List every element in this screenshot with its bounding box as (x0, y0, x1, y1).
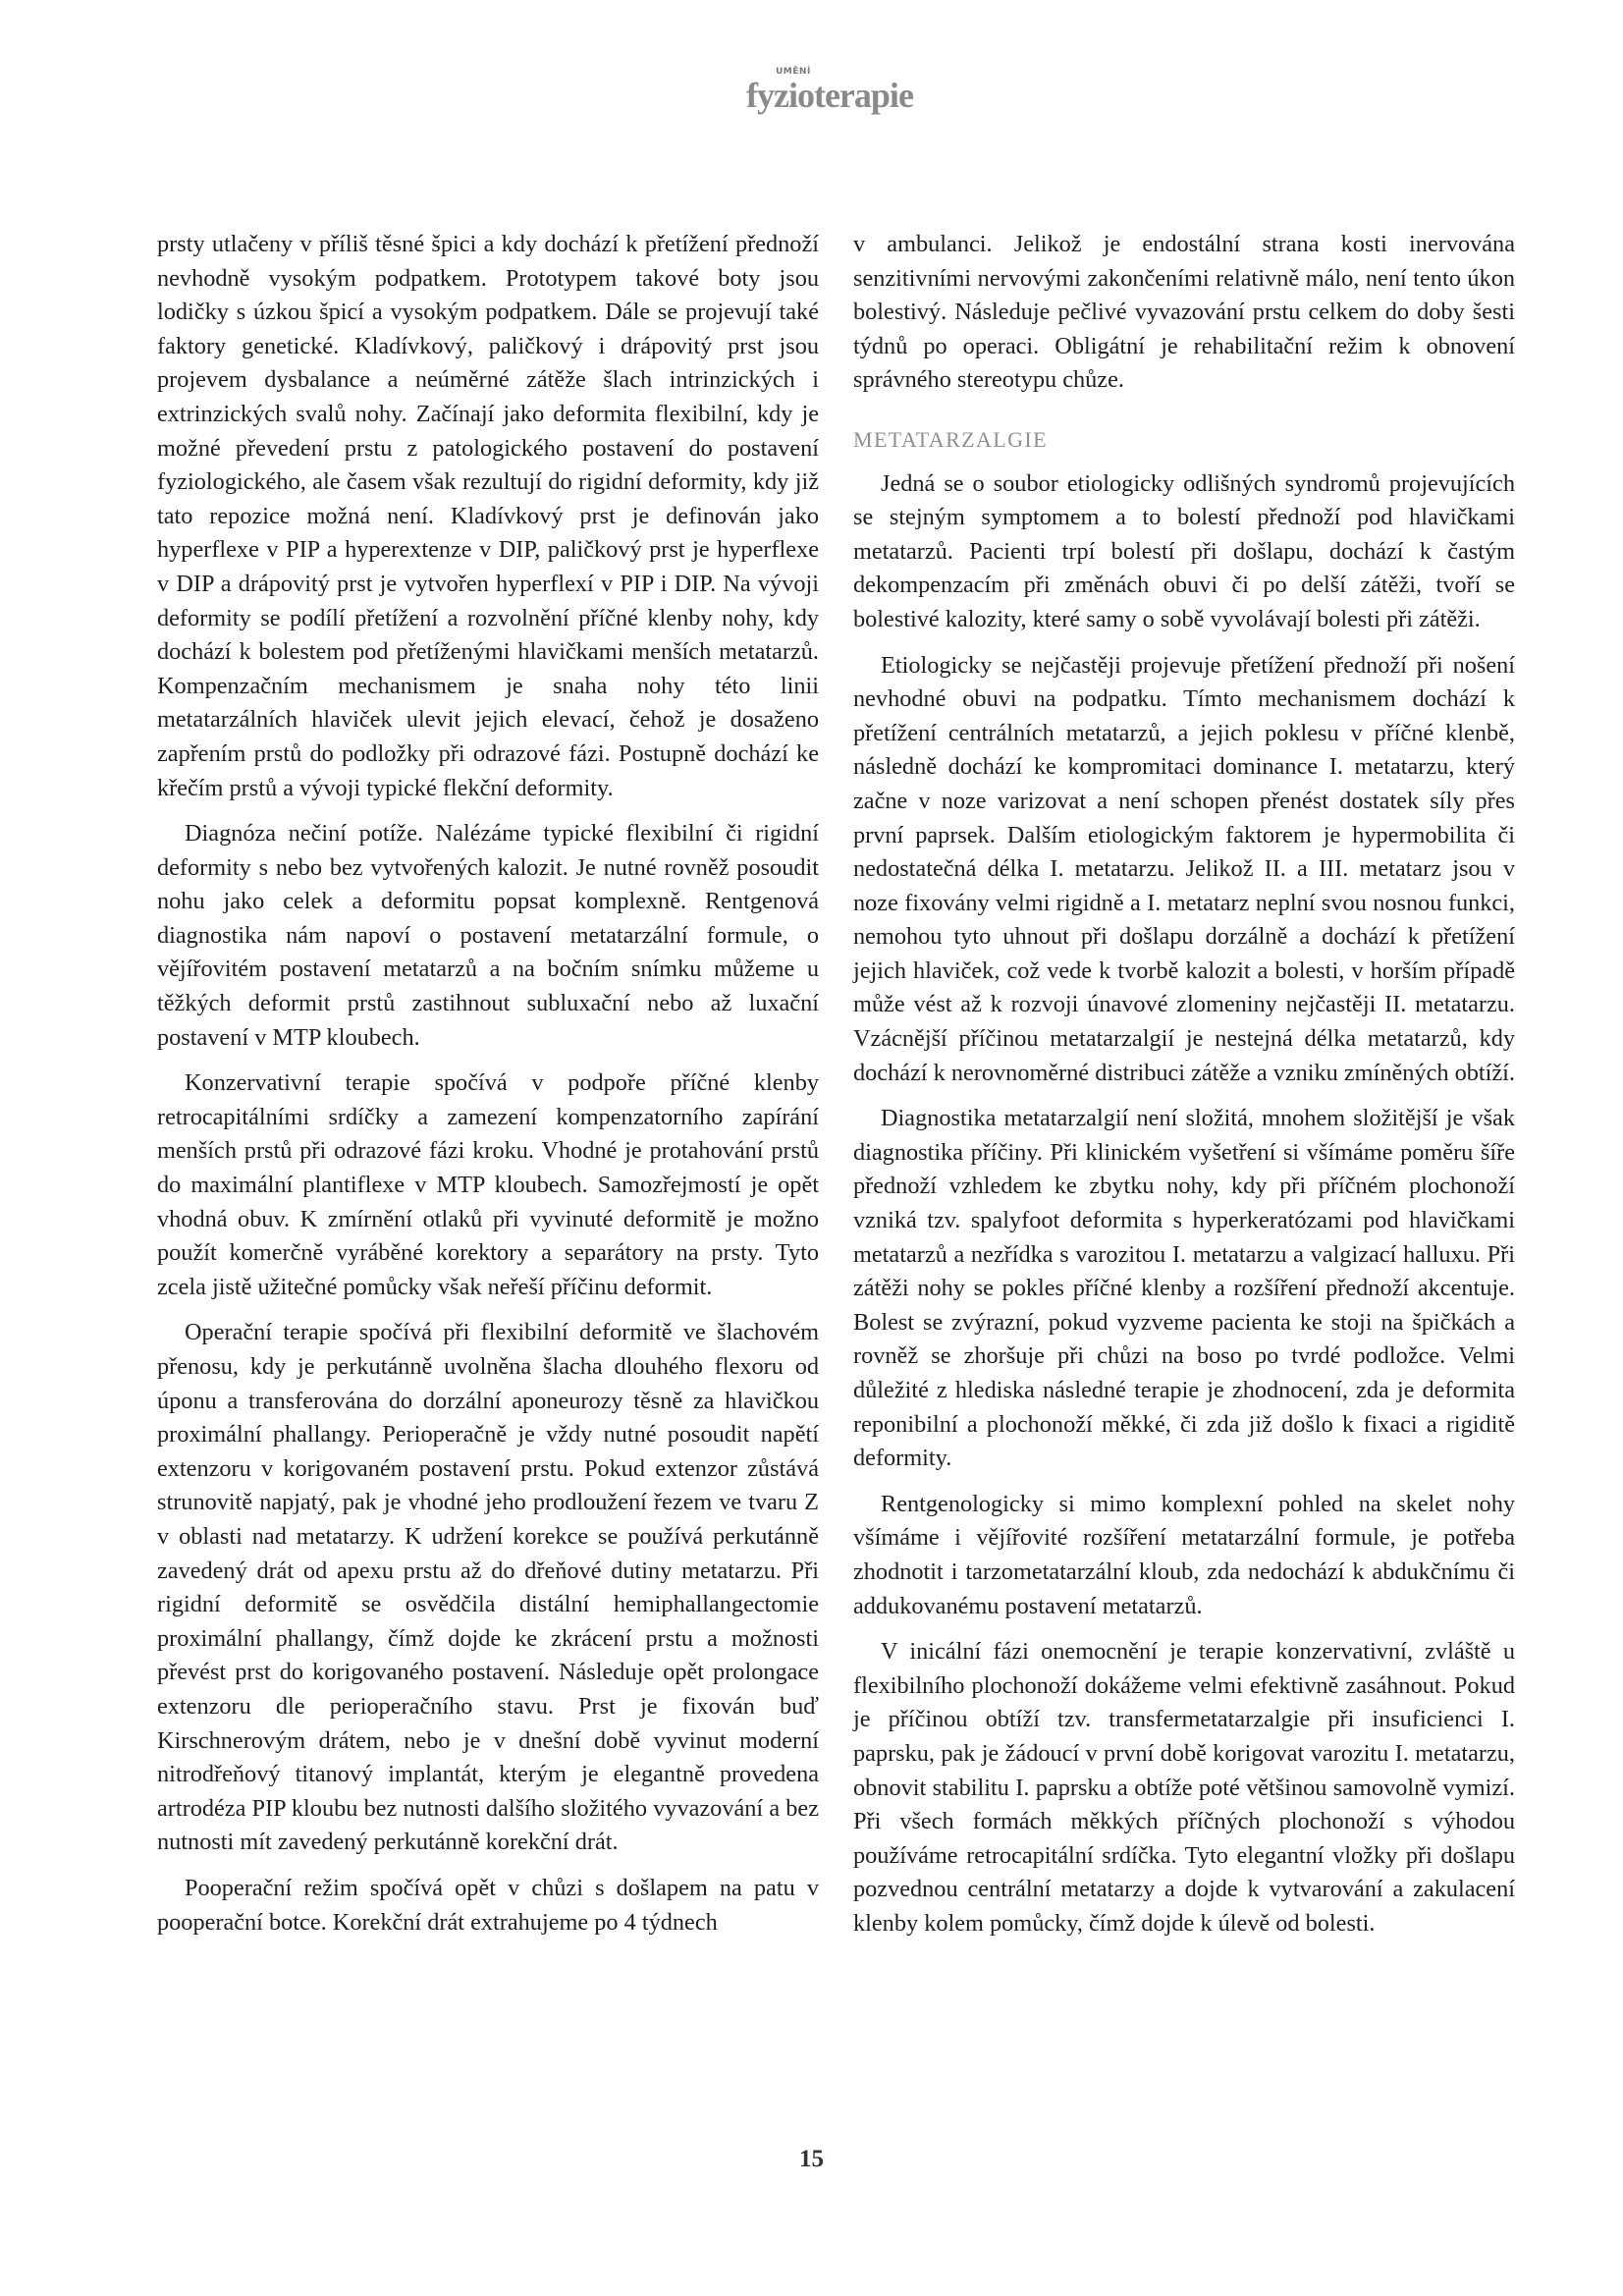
paragraph: V inicální fázi onemocnění je terapie konzervativní, zvláště u flexibilního plochonoží dokážeme velmi efektivně zasáhnout. Pokud je příčinou obtíží tzv. transfermetatarzalgie při insuficienci I. paprsku, pak je žádoucí v první době korigovat varozitu I. metatarzu, obnovit stabilitu I. paprsku a obtíže poté většinou samovolně vymizí. Při všech formách měkkých příčných plochonoží s výhodou používáme retrocapitální srdíčka. Tyto elegantní vložky při došlapu pozvednou centrální metatarzy a dojde k vytvarování a zakulacení klenby kolem pomůcky, čímž dojde k úlevě od bolesti. (853, 1638, 1515, 1937)
paragraph: v ambulanci. Jelikož je endostální strana kosti inervována senzitivními nervovými zakončeními relativně málo, není tento úkon bolestivý. Následuje pečlivé vyvazování prstu celkem do doby šesti týdnů po operaci. Obligátní je rehabilitační režim k obnovení správného stereotypu chůze. (853, 231, 1515, 394)
right-column (853, 228, 1515, 1953)
paragraph: Pooperační režim spočívá opět v chůzi s došlapem na patu v pooperační botce. Korekční drát extrahujeme po 4 týdnech (157, 1874, 819, 1936)
paragraph: Konzervativní terapie spočívá v podpoře příčné klenby retrocapitálními srdíčky a zamezení kompenzatorního zapírání menších prstů při odrazové fázi kroku. Vhodné je protahování prstů do maximální plantiflexe v MTP kloubech. Samozřejmostí je opět vhodná obuv. K zmírnění otlaků při vyvinuté deformitě je možno použít komerčně vyráběné korektory a separátory na prsty. Tyto zcela jistě užitečné pomůcky však neřeší příčinu deformit. (157, 1069, 819, 1300)
paragraph: Rentgenologicky si mimo komplexní pohled na skelet nohy všímáme i vějířovité rozšíření metatarzální formule, je potřeba zhodnotit i tarzometatarzální kloub, zda nedochází k abdukčnímu či addukovanému postavení metatarzů. (853, 1490, 1515, 1619)
paragraph: prsty utlačeny v příliš těsné špici a kdy dochází k přetížení přednoží nevhodně vysokým podpatkem. Prototypem takové boty jsou lodičky s úzkou špicí a vysokým podpatkem. Dále se projevují také faktory genetické. Kladívkový, paličkový i drápovitý prst jsou projevem dysbalance a neúměrné zátěže šlach intrinzických i extrinzických svalů nohy. Začínají jako deformita flexibilní, kdy je možné převedení prstu z patologického postavení do postavení fyziologického, ale časem však rezultují do rigidní deformity, kdy již tato repozice možná není. Kladívkový prst je definován jako hyperflexe v PIP a hyperextenze v DIP, paličkový prst je hyperflexe v DIP a drápovitý prst je vytvořen hyperflexí v PIP i DIP. Na vývoji deformity se podílí přetížení a rozvolnění příčné klenby nohy, kdy dochází k bolestem pod přetíženými hlavičkami menších metatarzů. Kompenzačním mechanismem je snaha nohy této linii metatarzálních hlaviček ulevit jejich elevací, čehož je dosaženo zapřením prstů do podložky při odrazové fázi. Postupně dochází ke křečím prstů a vývoji typické flekční deformity. (157, 231, 819, 801)
page-number: 15 (799, 2146, 824, 2172)
magazine-logo (746, 67, 923, 126)
logo-title: fyzioterapie (746, 76, 913, 115)
paragraph: Jedná se o soubor etiologicky odlišných syndromů projevujících se stejným symptomem a to bolestí přednoží pod hlavičkami metatarzů. Pacienti trpí bolestí při došlapu, dochází k častým dekompenzacím při změnách obuvi či po delší zátěži, tvoří se bolestivé kalozity, které samy o sobě vyvolávají bolesti při zátěži. (853, 469, 1515, 632)
paragraph: Diagnostika metatarzalgií není složitá, mnohem složitější je však diagnostika příčiny. Při klinickém vyšetření si všímáme poměru šíře přednoží vzhledem ke zbytku nohy, kdy při příčném plochonoží vzniká tzv. spalyfoot deformita s hyperkeratózami pod hlavičkami metatarzů a nezřídka s varozitou I. metatarzu a valgizací halluxu. Při zátěži nohy se pokles příčné klenby a rozšíření přednoží akcentuje. Bolest se zvýrazní, pokud vyzveme pacienta ke stoji na špičkách a rovněž se zhoršuje při chůzi na boso po tvrdé podložce. Velmi důležité z hlediska následné terapie je zhodnocení, zda je deformita reponibilní a plochonoží měkké, či zda již došlo k fixaci a rigiditě deformity. (853, 1105, 1515, 1472)
paragraph: Diagnóza nečiní potíže. Nalézáme typické flexibilní či rigidní deformity s nebo bez vytvořených kalozit. Je nutné rovněž posoudit nohu jako celek a deformitu popsat komplexně. Rentgenová diagnostika nám napoví o postavení metatarzální formule, o vějířovitém postavení metatarzů a na bočním snímku můžeme u těžkých deformit prstů zastihnout subluxační nebo až luxační postavení v MTP kloubech. (157, 820, 819, 1051)
left-column (157, 228, 819, 1951)
section-heading: METATARZALGIE (853, 426, 1048, 452)
logo-small-text: UMĚNÍ (776, 67, 811, 77)
paragraph: Operační terapie spočívá při flexibilní deformitě ve šlachovém přenosu, kdy je perkutánně uvolněna šlacha dlouhého flexoru od úponu a transferována do dorzální aponeurozy těsně za hlavičkou proximální phallangy. Perioperačně je vždy nutné posoudit napětí extenzoru v korigovaném postavení prstu. Pokud extenzor zůstává strunovitě napjatý, pak je vhodné jeho prodloužení řezem ve tvaru Z v oblasti nad metatarzy. K udržení korekce se používá perkutánně zavedený drát od apexu prstu až do dřeňové dutiny metatarzu. Při rigidní deformitě se osvědčila distální hemiphallangectomie proximální phallangy, čímž dojde ke zkrácení prstu a možnosti převést prst do korigovaného postavení. Následuje opět prolongace extenzoru dle perioperačního stavu. Prst je fixován buď Kirschnerovým drátem, nebo je v dnešní době vyvinut moderní nitrodřeňový titanový implantát, kterým je elegantně provedena artrodéza PIP kloubu bez nutnosti dalšího složitého vyvazování a bez nutnosti mít zavedený perkutánně korekční drát. (157, 1319, 819, 1856)
paragraph: Etiologicky se nejčastěji projevuje přetížení přednoží při nošení nevhodné obuvi na podpatku. Tímto mechanismem dochází k přetížení centrálních metatarzů, a jejich poklesu v příčné klenbě, následně dochází ke kompromitaci dominance I. metatarzu, který začne v noze varizovat a není schopen přenést dostatek síly přes první paprsek. Dalším etiologickým faktorem je hypermobilita či nedostatečná délka I. metatarzu. Jelikož II. a III. metatarz jsou v noze fixovány velmi rigidně a I. metatarz neplní svou nosnou funkci, nemohou tyto uhnout při došlapu dorzálně a dochází k přetížení jejich hlaviček, což vede k tvorbě kalozit a bolesti, v horším případě může vést až k rozvoji únavové zlomeniny nejčastěji II. metatarzu. Vzácnější příčinou metatarzalgií je nestejná délka metatarzů, kdy dochází k nerovnoměrné distribuci zátěže a vzniku zmíněných obtíží. (853, 651, 1515, 1086)
